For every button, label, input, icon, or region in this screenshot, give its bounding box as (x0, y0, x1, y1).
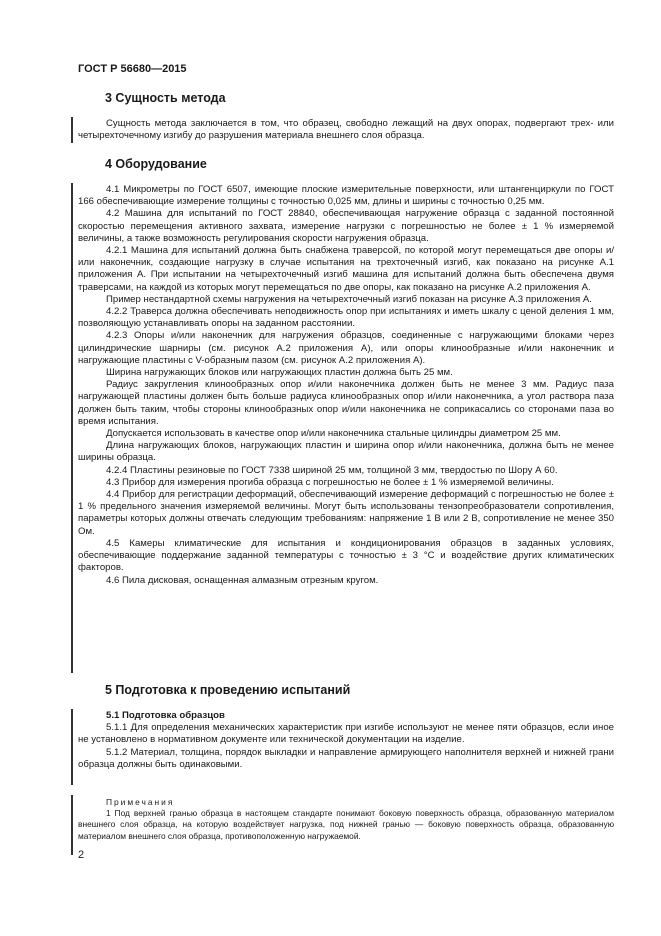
paragraph-5-1-1: 5.1.1 Для определения механических характеристик при изгибе используют не менее пяти образцов, если иное не установлено в нормативном документе или технической документации на изделие. (78, 722, 614, 746)
paragraph-4-5: 4.5 Камеры климатические для испытания и кондиционирования образцов в заданных условиях, обеспечивающие поддержание заданной температуры с точностью ± 3 °С и воздействие других климатических факторов. (78, 537, 614, 574)
paragraph: Пример нестандартной схемы нагружения на четырехточечный изгиб показан на рисунке А.3 приложения А. (106, 293, 592, 305)
paragraph-5-1-2: 5.1.2 Материал, толщина, порядок выкладки и направление армирующего наполнителя верхней и нижней грани образца должны быть одинаковыми. (78, 746, 614, 770)
change-bar (71, 117, 73, 143)
paragraph: Допускается использовать в качестве опор и/или наконечника стальные цилиндры диаметром 25 мм. (106, 428, 561, 440)
paragraph-4-3: 4.3 Прибор для измерения прогиба образца с погрешностью не более ± 1 % измеряемой величины. (106, 476, 554, 488)
document-code: ГОСТ Р 56680—2015 (78, 63, 187, 75)
section-4-title: 4 Оборудование (105, 157, 207, 171)
section-3-title: 3 Сущность метода (105, 91, 226, 105)
paragraph-4-2: 4.2 Машина для испытаний по ГОСТ 28840, обеспечивающая нагружение образца с заданной постоянной скоростью перемещения активного захвата, измерение нагрузки с погрешностью не более ± 1 % измеряемой величины, а также возможность регулирования скорости нагружения образца. (78, 208, 614, 244)
paragraph-4-6: 4.6 Пила дисковая, оснащенная алмазным отрезным кругом. (106, 574, 379, 586)
paragraph: Ширина нагружающих блоков или нагружающих пластин должна быть 25 мм. (106, 367, 453, 379)
paragraph-4-2-3: 4.2.3 Опоры и/или наконечник для нагружения образцов, соединенные с нагружающими блоками через цилиндрические шарниры (см. рисунок А.2 приложения А), или опоры клинообразные и/или наконечник и нагружающие пластины с V-образным пазом (см. рисунок А.2 приложения А). (78, 330, 614, 366)
paragraph: Длина нагружающих блоков, нагружающих пластин и ширина опор и/или наконечника, должна быть не менее ширины образца. (78, 440, 614, 464)
section-3-body (78, 118, 614, 142)
paragraph-4-1: 4.1 Микрометры по ГОСТ 6507, имеющие плоские измерительные поверхности, или штангенциркули по ГОСТ 166 обеспечивающие измерение толщины с точностью 0,025 мм, длины и ширины с точностью 0,25 мм. (78, 184, 614, 208)
note-item: 1 Под верхней гранью образца в настоящем стандарте понимают боковую поверхность образца, образованную материалом внешнего слоя образца, на которую воздействует нагрузка, под нижней гранью — боковую поверхность образца, образованную материалом внешнего слоя образца, противоположенную нагружаемой. (78, 808, 614, 841)
paragraph: Радиус закругления клинообразных опор и/или наконечника должен быть не менее 3 мм. Радиус паза нагружающей пластины должен быть больше радиуса клинообразных опор и/или наконечника, а угол раствора паза должен быть таким, чтобы стороны клинообразных опор и/или наконечника не соприкасались со сторонами паза во время испытания. (78, 379, 614, 427)
change-bar (71, 183, 73, 673)
section-5-body (78, 710, 614, 771)
section-4-body (78, 184, 614, 587)
change-bar (71, 795, 73, 855)
paragraph-4-2-4: 4.2.4 Пластины резиновые по ГОСТ 7338 шириной 25 мм, толщиной 3 мм, твердостью по Шору А 60. (106, 464, 558, 476)
paragraph-4-4: 4.4 Прибор для регистрации деформаций, обеспечивающий измерение деформаций с погрешностью не более ± 1 % предельного значения измеряемой величины. Могут быть использованы тензопреобразователи сопротивления, параметры которых должны отвечать следующим требованиям: напряжение 1 В или 2 В, сопротивление не менее 350 Ом. (78, 489, 614, 537)
change-bar (71, 709, 73, 785)
section-5-title: 5 Подготовка к проведению испытаний (105, 683, 351, 697)
notes-title: Примечания (106, 797, 175, 807)
subsection-5-1-title: 5.1 Подготовка образцов (106, 710, 225, 721)
paragraph: Сущность метода заключается в том, что образец, свободно лежащий на двух опорах, подвергают трех- или четырехточечному изгибу до разрушения материала внешнего слоя образца. (78, 118, 614, 142)
page-number: 2 (78, 849, 85, 861)
paragraph-4-2-1: 4.2.1 Машина для испытаний должна быть снабжена траверсой, по которой могут перемещаться две опоры и/или наконечник, создающие нагрузку в случае испытания на трехточечный изгиб, как показано на рисунке А.1 приложения А. При испытании на четырехточечный изгиб машина для испытаний должна быть обеспечена двумя траверсами, на каждой из которых могут перемещаться по две опоры, как показано на рисунке А.2 приложения А. (78, 245, 614, 293)
paragraph-4-2-2: 4.2.2 Траверса должна обеспечивать неподвижность опор при испытаниях и иметь шкалу с ценой деления 1 мм, позволяющую устанавливать опоры на заданном расстоянии. (78, 306, 614, 330)
notes-block (78, 797, 614, 842)
